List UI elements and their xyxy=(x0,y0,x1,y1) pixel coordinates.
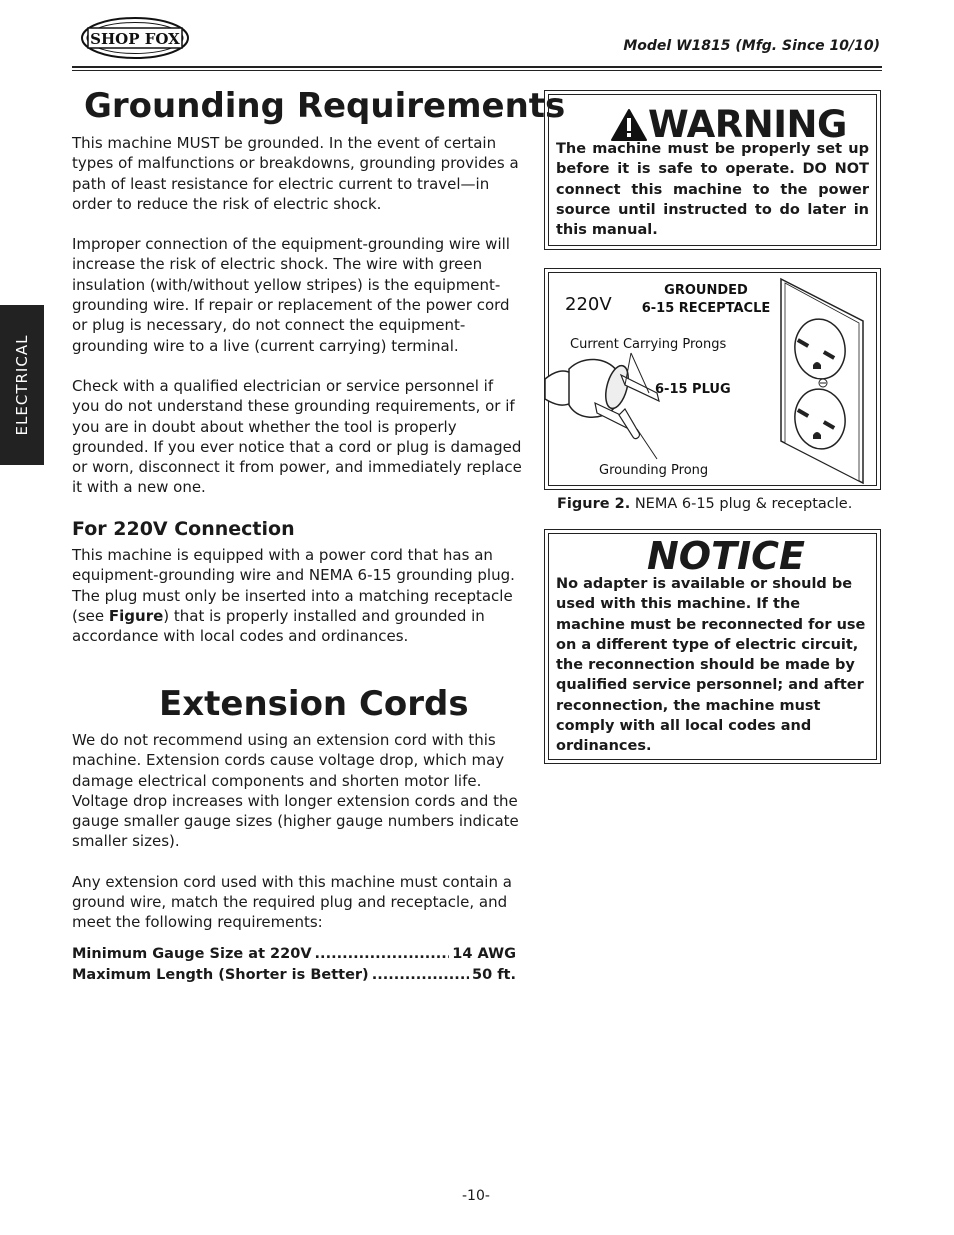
connection-text-before: This machine is equipped with a power cord that has an equipment-grounding wire and NEMA 6-15 grounding plug. The plug must only be inserted into a matching receptacle (see xyxy=(72,546,515,625)
prongs-label: Current Carrying Prongs xyxy=(570,337,727,352)
grounding-paragraph-2: Improper connection of the equipment-grounding wire will increase the risk of electric shock. The wire with green insulation (with/without yellow stripes) is the equipment-grounding wire. If repair or replacement of the power cord or plug is necessary, do not connect the equipment-grounding wire to a live (current carrying) terminal. xyxy=(72,235,510,355)
header-rule-thin xyxy=(72,70,882,71)
spec-min-gauge xyxy=(72,946,516,962)
grounding-paragraph-3: Check with a qualified electrician or service personnel if you do not understand these grounding requirements, or if you are in doubt about whether the tool is properly grounded. If you ever notice that a cord or plug is damaged or worn, disconnect it from power, and immediately replace it with a new one. xyxy=(72,376,522,497)
side-tab-label: ELECTRICAL xyxy=(13,334,31,436)
plug-label: 6-15 PLUG xyxy=(655,382,731,397)
extension-body xyxy=(72,730,524,933)
voltage-label: 220V xyxy=(565,294,612,315)
warning-title: WARNING xyxy=(648,103,847,146)
connection-heading: For 220V Connection xyxy=(72,518,295,540)
extension-paragraph-2: Any extension cord used with this machine must contain a ground wire, match the required plug and receptacle, and meet the following requirements: xyxy=(72,872,512,932)
warning-text: The machine must be properly set up before it is safe to operate. DO NOT connect this machine to the power source until instructed to do later in this manual. xyxy=(556,141,869,239)
spec-label: Minimum Gauge Size at 220V xyxy=(72,946,312,962)
receptacle-icon xyxy=(781,279,863,483)
plug-icon xyxy=(545,359,659,438)
shop-fox-logo xyxy=(80,16,190,60)
header-rule xyxy=(72,66,882,68)
warning-box xyxy=(544,90,881,250)
receptacle-label-1: GROUNDED xyxy=(664,283,748,298)
figure-box xyxy=(544,268,881,490)
notice-title: NOTICE xyxy=(647,534,806,578)
notice-text: No adapter is available or should be used with this machine. If the machine must be reconnected for use on a different type of electric circuit, the reconnection should be made by qualified service personnel; and after reconnection, the machine must comply with all local codes and ordinances. xyxy=(556,576,866,755)
logo-text: SHOP FOX xyxy=(90,30,180,48)
dot-leader xyxy=(372,967,469,983)
page-number: -10- xyxy=(462,1188,490,1204)
connection-text-after: ) that is properly installed and grounded in accordance with local codes and ordinances. xyxy=(72,606,485,646)
model-number: Model W1815 (Mfg. Since 10/10) xyxy=(623,38,880,54)
spec-max-length xyxy=(72,967,516,983)
grounding-title: Grounding Requirements xyxy=(84,86,566,126)
grounding-paragraph-1: This machine MUST be grounded. In the event of certain types of malfunctions or breakdowns, grounding provides a path of least resistance for electric current to travel—in order to reduce the risk of electric shock. xyxy=(72,134,519,213)
extension-title: Extension Cords xyxy=(159,684,469,724)
dot-leader xyxy=(315,946,450,962)
connection-body xyxy=(72,545,524,646)
warning-triangle-icon xyxy=(610,108,648,142)
spec-value: 50 ft. xyxy=(472,967,516,983)
grounding-prong-label: Grounding Prong xyxy=(599,463,709,478)
spec-label: Maximum Length (Shorter is Better) xyxy=(72,967,369,983)
plug-receptacle-diagram xyxy=(545,269,882,491)
spec-value: 14 AWG xyxy=(452,946,516,962)
figure-caption xyxy=(557,496,852,512)
notice-box xyxy=(544,529,881,764)
receptacle-label-2: 6-15 RECEPTACLE xyxy=(641,301,771,316)
extension-paragraph-1: We do not recommend using an extension cord with this machine. Extension cords cause voltage drop, which may damage electrical components and shorten motor life. Voltage drop increases with longer extension cords and the gauge smaller gauge sizes (higher gauge numbers indicate smaller sizes). xyxy=(72,731,519,851)
figure-caption-number: Figure 2. xyxy=(557,496,631,512)
figure-reference-link[interactable]: Figure xyxy=(108,606,164,625)
grounding-body xyxy=(72,133,524,498)
figure-caption-text: NEMA 6-15 plug & receptacle. xyxy=(630,496,853,512)
section-side-tab xyxy=(0,305,44,465)
